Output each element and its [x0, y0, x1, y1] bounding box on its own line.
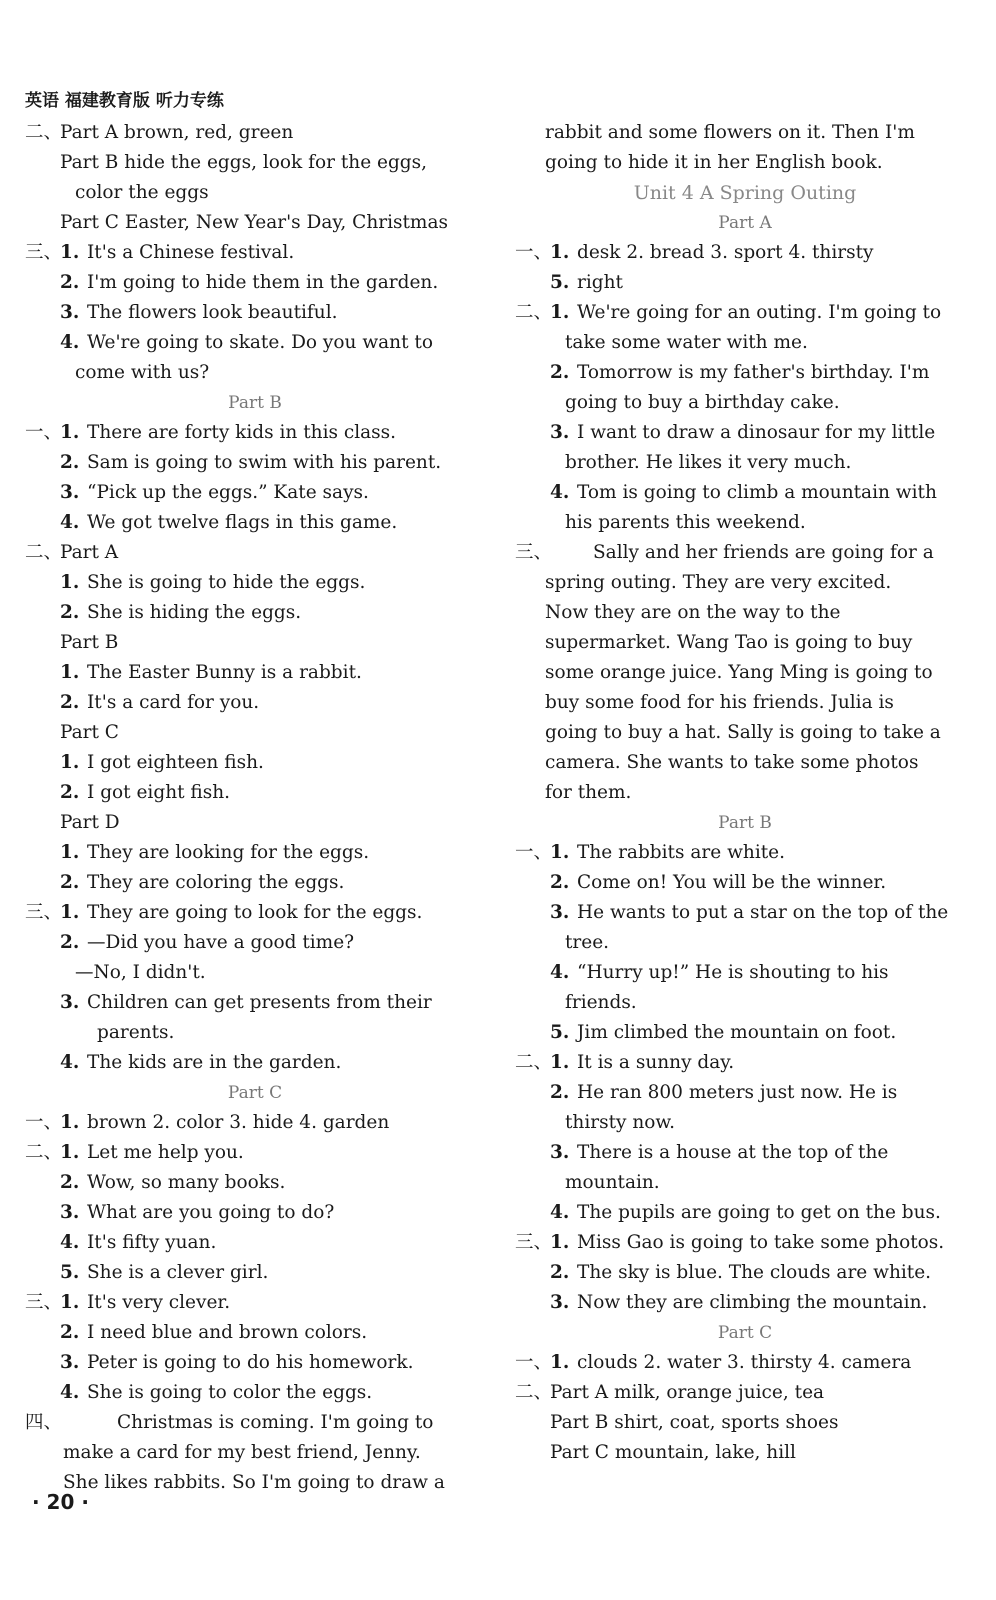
- line-text: She is going to hide the eggs.: [87, 572, 366, 593]
- text-line: [25, 298, 485, 328]
- text-line: [25, 1168, 485, 1198]
- text-line: [515, 1198, 975, 1228]
- item-number: 5.: [550, 272, 570, 293]
- item-number: 3.: [60, 482, 80, 503]
- section-heading: Part A: [718, 213, 772, 233]
- text-line: [25, 1288, 485, 1318]
- item-number: 1.: [550, 1352, 570, 1373]
- section-number: 三、: [515, 542, 553, 563]
- item-number: 1.: [60, 842, 80, 863]
- text-line: [25, 808, 485, 838]
- line-text: It's very clever.: [87, 1292, 231, 1313]
- text-line: [515, 598, 975, 628]
- text-line: [515, 208, 975, 238]
- text-line: [515, 1378, 975, 1408]
- line-text: Part B shirt, coat, sports shoes: [550, 1412, 839, 1433]
- line-text: It's a card for you.: [87, 692, 260, 713]
- line-text: going to hide it in her English book.: [545, 152, 883, 173]
- text-line: [25, 688, 485, 718]
- line-text: There are forty kids in this class.: [87, 422, 397, 443]
- line-text: Part A: [60, 542, 119, 563]
- line-text: We're going for an outing. I'm going to: [577, 302, 942, 323]
- item-number: 3.: [550, 1292, 570, 1313]
- line-text: I'm going to hide them in the garden.: [87, 272, 439, 293]
- item-number: 5.: [550, 1022, 570, 1043]
- text-line: [25, 538, 485, 568]
- text-line: [515, 178, 975, 208]
- text-line: [515, 778, 975, 808]
- text-line: [515, 1108, 975, 1138]
- text-line: [515, 328, 975, 358]
- text-line: [515, 388, 975, 418]
- line-text: brown 2. color 3. hide 4. garden: [87, 1112, 390, 1133]
- item-number: 3.: [60, 1202, 80, 1223]
- line-text: She is a clever girl.: [87, 1262, 269, 1283]
- text-line: [25, 418, 485, 448]
- line-text: rabbit and some flowers on it. Then I'm: [545, 122, 915, 143]
- line-text: I want to draw a dinosaur for my little: [577, 422, 936, 443]
- text-line: [25, 358, 485, 388]
- item-number: 4.: [60, 1382, 80, 1403]
- line-text: Now they are on the way to the: [545, 602, 841, 623]
- text-line: [515, 838, 975, 868]
- text-line: [515, 298, 975, 328]
- text-line: [25, 1438, 485, 1468]
- line-text: clouds 2. water 3. thirsty 4. camera: [577, 1352, 912, 1373]
- line-text: going to buy a birthday cake.: [565, 392, 840, 413]
- line-text: buy some food for his friends. Julia is: [545, 692, 894, 713]
- text-line: [515, 1408, 975, 1438]
- line-text: She likes rabbits. So I'm going to draw a: [63, 1472, 445, 1493]
- line-text: “Hurry up!” He is shouting to his: [577, 962, 889, 983]
- text-line: [25, 1408, 485, 1438]
- line-text: desk 2. bread 3. sport 4. thirsty: [577, 242, 874, 263]
- text-line: [25, 178, 485, 208]
- line-text: Now they are climbing the mountain.: [577, 1292, 928, 1313]
- line-text: The flowers look beautiful.: [87, 302, 338, 323]
- line-text: right: [577, 272, 623, 293]
- line-text: He wants to put a star on the top of the: [577, 902, 949, 923]
- text-line: [515, 868, 975, 898]
- text-line: [25, 208, 485, 238]
- text-line: [515, 1348, 975, 1378]
- item-number: 3.: [60, 1352, 80, 1373]
- line-text: Part D: [60, 812, 120, 833]
- item-number: 2.: [550, 872, 570, 893]
- line-text: —No, I didn't.: [75, 962, 206, 983]
- section-number: 二、: [515, 302, 553, 323]
- section-number: 三、: [25, 902, 63, 923]
- text-line: [25, 838, 485, 868]
- left-column: [25, 118, 485, 1498]
- line-text: Children can get presents from their: [87, 992, 432, 1013]
- line-text: friends.: [565, 992, 637, 1013]
- text-line: [515, 1288, 975, 1318]
- text-line: [25, 868, 485, 898]
- line-text: The Easter Bunny is a rabbit.: [87, 662, 362, 683]
- line-text: parents.: [97, 1022, 175, 1043]
- section-heading: Part C: [227, 1083, 283, 1103]
- line-text: I need blue and brown colors.: [87, 1322, 368, 1343]
- section-heading: Part C: [717, 1323, 773, 1343]
- item-number: 1.: [60, 242, 80, 263]
- text-line: [25, 238, 485, 268]
- text-line: [25, 1198, 485, 1228]
- text-line: [25, 1078, 485, 1108]
- text-line: [515, 418, 975, 448]
- text-line: [515, 688, 975, 718]
- item-number: 1.: [60, 902, 80, 923]
- item-number: 4.: [60, 1052, 80, 1073]
- text-line: [25, 928, 485, 958]
- line-text: color the eggs: [75, 182, 209, 203]
- line-text: Wow, so many books.: [87, 1172, 286, 1193]
- line-text: camera. She wants to take some photos: [545, 752, 919, 773]
- section-number: 二、: [515, 1052, 553, 1073]
- text-line: [25, 388, 485, 418]
- item-number: 2.: [550, 1262, 570, 1283]
- line-text: They are coloring the eggs.: [87, 872, 345, 893]
- item-number: 2.: [60, 932, 80, 953]
- text-line: [515, 478, 975, 508]
- section-number: 三、: [515, 1232, 553, 1253]
- text-line: [25, 748, 485, 778]
- line-text: —Did you have a good time?: [87, 932, 355, 953]
- item-number: 3.: [60, 992, 80, 1013]
- page-header: 英语 福建教育版 听力专练: [25, 91, 224, 111]
- item-number: 2.: [60, 272, 80, 293]
- item-number: 2.: [60, 692, 80, 713]
- text-line: [25, 1378, 485, 1408]
- line-text: spring outing. They are very excited.: [545, 572, 892, 593]
- text-line: [515, 358, 975, 388]
- line-text: Sam is going to swim with his parent.: [87, 452, 442, 473]
- section-number: 一、: [515, 1352, 553, 1373]
- text-line: [25, 898, 485, 928]
- text-line: [25, 268, 485, 298]
- line-text: What are you going to do?: [87, 1202, 335, 1223]
- line-text: They are looking for the eggs.: [87, 842, 370, 863]
- text-line: [515, 628, 975, 658]
- text-line: [515, 1258, 975, 1288]
- item-number: 4.: [550, 482, 570, 503]
- line-text: Peter is going to do his homework.: [87, 1352, 414, 1373]
- line-text: mountain.: [565, 1172, 660, 1193]
- text-line: [515, 118, 975, 148]
- section-number: 二、: [25, 542, 63, 563]
- text-line: [25, 478, 485, 508]
- line-text: He ran 800 meters just now. He is: [577, 1082, 898, 1103]
- item-number: 1.: [550, 242, 570, 263]
- text-line: [515, 448, 975, 478]
- section-heading: Part B: [718, 813, 772, 833]
- section-number: 三、: [25, 242, 63, 263]
- line-text: make a card for my best friend, Jenny.: [63, 1442, 421, 1463]
- line-text: tree.: [565, 932, 610, 953]
- text-line: [25, 328, 485, 358]
- text-line: [515, 568, 975, 598]
- item-number: 2.: [60, 782, 80, 803]
- item-number: 1.: [60, 1112, 80, 1133]
- line-text: She is going to color the eggs.: [87, 1382, 373, 1403]
- line-text: Tomorrow is my father's birthday. I'm: [577, 362, 930, 383]
- line-text: Part C mountain, lake, hill: [550, 1442, 796, 1463]
- text-line: [515, 268, 975, 298]
- text-line: [25, 448, 485, 478]
- line-text: It is a sunny day.: [577, 1052, 735, 1073]
- line-text: supermarket. Wang Tao is going to buy: [545, 632, 913, 653]
- section-heading: Part B: [228, 393, 282, 413]
- item-number: 3.: [60, 302, 80, 323]
- line-text: brother. He likes it very much.: [565, 452, 852, 473]
- text-line: [515, 808, 975, 838]
- text-line: [25, 148, 485, 178]
- text-line: [25, 1138, 485, 1168]
- text-line: [25, 598, 485, 628]
- item-number: 1.: [60, 752, 80, 773]
- text-line: [515, 238, 975, 268]
- section-number: 四、: [25, 1412, 63, 1433]
- text-line: [515, 898, 975, 928]
- text-line: [515, 508, 975, 538]
- section-number: 一、: [515, 842, 553, 863]
- text-line: [515, 1438, 975, 1468]
- item-number: 2.: [550, 1082, 570, 1103]
- text-line: [25, 1318, 485, 1348]
- text-line: [515, 1168, 975, 1198]
- line-text: Part A milk, orange juice, tea: [550, 1382, 825, 1403]
- item-number: 5.: [60, 1262, 80, 1283]
- item-number: 2.: [60, 1322, 80, 1343]
- line-text: Tom is going to climb a mountain with: [577, 482, 937, 503]
- line-text: Sally and her friends are going for a: [593, 542, 934, 563]
- line-text: The rabbits are white.: [577, 842, 785, 863]
- line-text: Part B: [60, 632, 119, 653]
- line-text: Miss Gao is going to take some photos.: [577, 1232, 945, 1253]
- section-number: 一、: [25, 1112, 63, 1133]
- text-line: [25, 958, 485, 988]
- section-number: 二、: [515, 1382, 553, 1403]
- text-line: [515, 958, 975, 988]
- item-number: 1.: [550, 842, 570, 863]
- line-text: his parents this weekend.: [565, 512, 806, 533]
- item-number: 3.: [550, 1142, 570, 1163]
- line-text: It's fifty yuan.: [87, 1232, 217, 1253]
- item-number: 1.: [60, 1142, 80, 1163]
- line-text: Jim climbed the mountain on foot.: [577, 1022, 897, 1043]
- item-number: 4.: [550, 1202, 570, 1223]
- text-line: [515, 538, 975, 568]
- line-text: Come on! You will be the winner.: [577, 872, 887, 893]
- line-text: take some water with me.: [565, 332, 808, 353]
- item-number: 1.: [550, 1232, 570, 1253]
- text-line: [25, 658, 485, 688]
- item-number: 1.: [60, 1292, 80, 1313]
- section-number: 二、: [25, 1142, 63, 1163]
- text-line: [25, 1228, 485, 1258]
- text-line: [25, 1258, 485, 1288]
- item-number: 4.: [60, 512, 80, 533]
- line-text: come with us?: [75, 362, 210, 383]
- text-line: [25, 1048, 485, 1078]
- item-number: 2.: [60, 872, 80, 893]
- line-text: “Pick up the eggs.” Kate says.: [87, 482, 369, 503]
- right-column: [515, 118, 975, 1468]
- section-number: 一、: [25, 422, 63, 443]
- line-text: Let me help you.: [87, 1142, 244, 1163]
- text-line: [515, 988, 975, 1018]
- line-text: Part B hide the eggs, look for the eggs,: [60, 152, 428, 173]
- text-line: [25, 718, 485, 748]
- text-line: [515, 1318, 975, 1348]
- text-line: [25, 1468, 485, 1498]
- item-number: 1.: [550, 1052, 570, 1073]
- line-text: going to buy a hat. Sally is going to take a: [545, 722, 941, 743]
- line-text: We're going to skate. Do you want to: [87, 332, 433, 353]
- text-line: [25, 988, 485, 1018]
- text-line: [515, 1048, 975, 1078]
- text-line: [25, 568, 485, 598]
- line-text: Part A brown, red, green: [60, 122, 294, 143]
- line-text: It's a Chinese festival.: [87, 242, 295, 263]
- line-text: Christmas is coming. I'm going to: [117, 1412, 434, 1433]
- text-line: [515, 148, 975, 178]
- text-line: [25, 1018, 485, 1048]
- line-text: some orange juice. Yang Ming is going to: [545, 662, 933, 683]
- unit-title: Unit 4 A Spring Outing: [633, 182, 857, 204]
- item-number: 4.: [60, 332, 80, 353]
- text-line: [515, 748, 975, 778]
- text-line: [25, 778, 485, 808]
- item-number: 1.: [60, 572, 80, 593]
- text-line: [25, 118, 485, 148]
- text-line: [25, 628, 485, 658]
- line-text: Part C: [60, 722, 119, 743]
- text-line: [515, 658, 975, 688]
- line-text: The sky is blue. The clouds are white.: [577, 1262, 932, 1283]
- item-number: 4.: [550, 962, 570, 983]
- text-line: [515, 1228, 975, 1258]
- line-text: I got eighteen fish.: [87, 752, 264, 773]
- line-text: There is a house at the top of the: [577, 1142, 889, 1163]
- text-line: [515, 1018, 975, 1048]
- section-number: 三、: [25, 1292, 63, 1313]
- item-number: 3.: [550, 902, 570, 923]
- line-text: The kids are in the garden.: [87, 1052, 342, 1073]
- line-text: The pupils are going to get on the bus.: [577, 1202, 941, 1223]
- text-line: [25, 508, 485, 538]
- text-line: [515, 928, 975, 958]
- text-line: [515, 718, 975, 748]
- item-number: 2.: [550, 362, 570, 383]
- item-number: 2.: [60, 452, 80, 473]
- text-line: [25, 1108, 485, 1138]
- text-line: [515, 1138, 975, 1168]
- text-line: [515, 1078, 975, 1108]
- line-text: Part C Easter, New Year's Day, Christmas: [60, 212, 449, 233]
- line-text: thirsty now.: [565, 1112, 675, 1133]
- line-text: They are going to look for the eggs.: [87, 902, 423, 923]
- text-line: [25, 1348, 485, 1378]
- line-text: We got twelve flags in this game.: [87, 512, 398, 533]
- item-number: 1.: [60, 662, 80, 683]
- item-number: 1.: [550, 302, 570, 323]
- page-number: · 20 ·: [32, 1490, 89, 1514]
- line-text: for them.: [545, 782, 632, 803]
- section-number: 二、: [25, 122, 63, 143]
- item-number: 3.: [550, 422, 570, 443]
- item-number: 2.: [60, 602, 80, 623]
- item-number: 2.: [60, 1172, 80, 1193]
- item-number: 4.: [60, 1232, 80, 1253]
- line-text: She is hiding the eggs.: [87, 602, 302, 623]
- item-number: 1.: [60, 422, 80, 443]
- line-text: I got eight fish.: [87, 782, 231, 803]
- section-number: 一、: [515, 242, 553, 263]
